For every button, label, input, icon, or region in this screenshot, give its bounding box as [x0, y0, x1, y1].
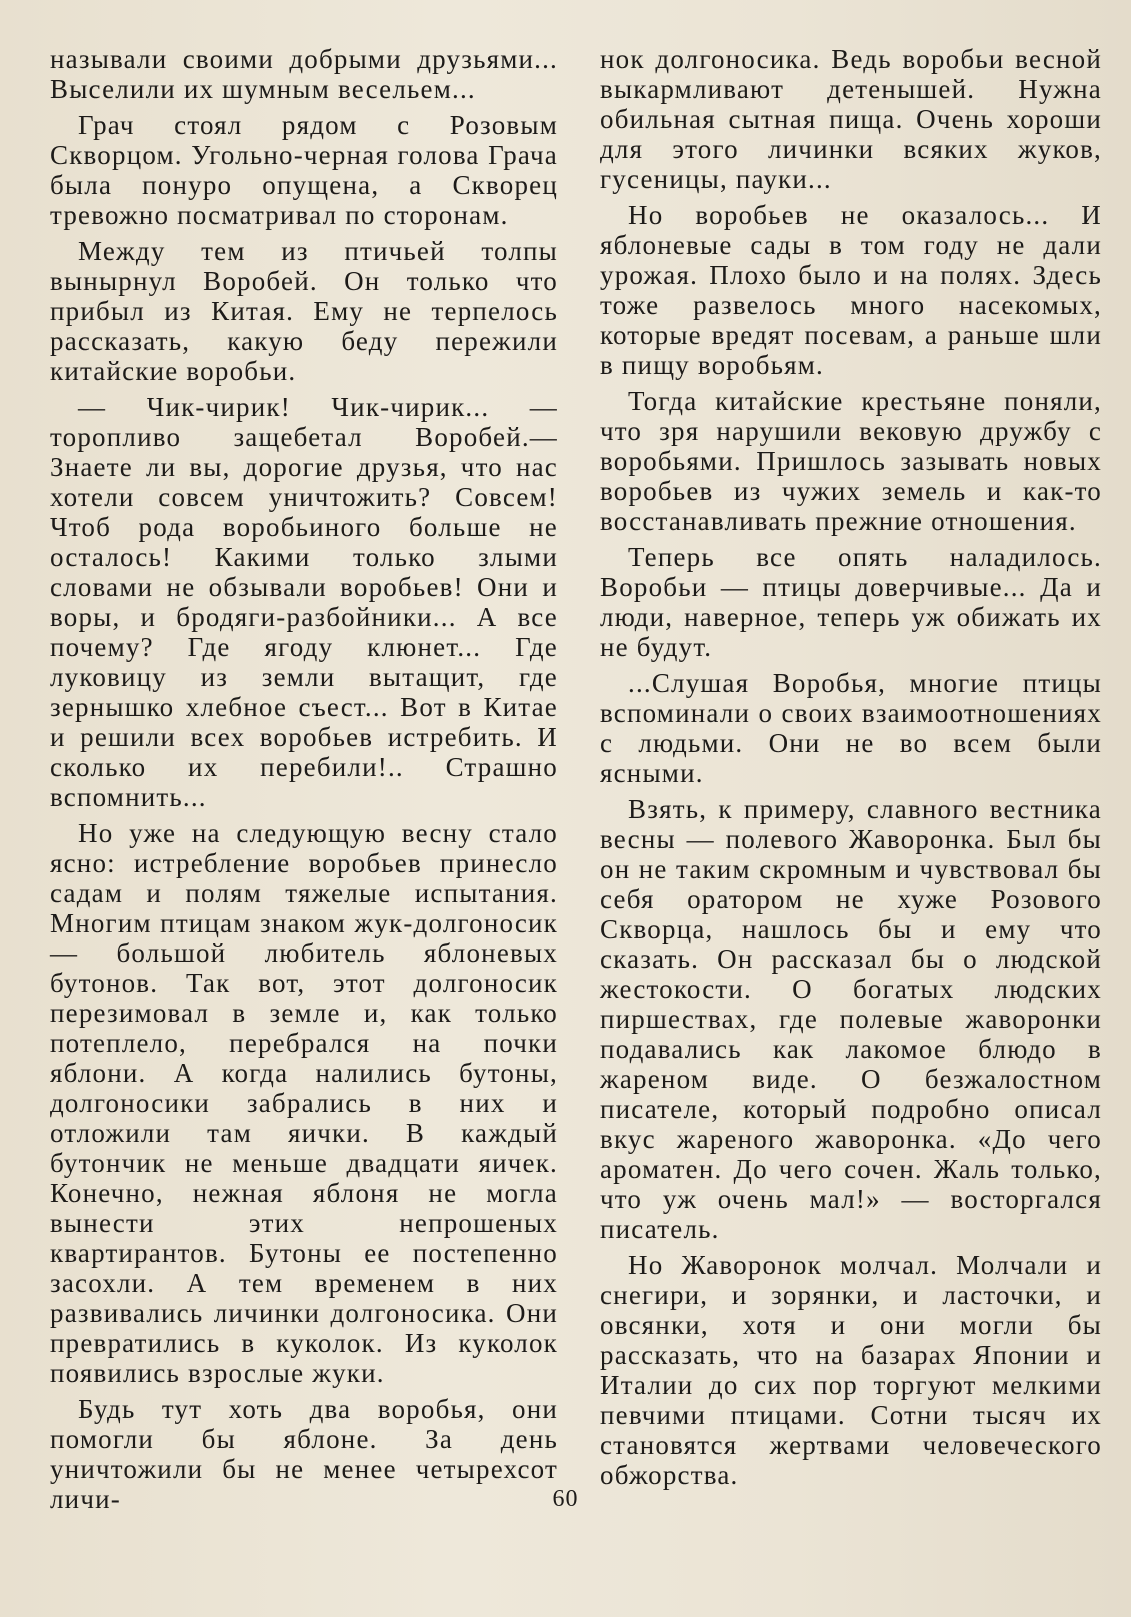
paragraph: называли своими добрыми друзьями... Выселили их шумным весельем... [50, 44, 558, 104]
paragraph: Будь тут хоть два воробья, они помогли бы яблоне. За день уничтожили бы не менее четырехсот личи- [50, 1394, 558, 1514]
paragraph: Но воробьев не оказалось... И яблоневые сады в том году не дали урожая. Плохо было и на полях. Здесь тоже развелось много насекомых, которые вредят посевам, а раньше шли в пищу воробьям. [600, 200, 1102, 380]
paragraph: ...Слушая Воробья, многие птицы вспоминали о своих взаимоотношениях с людьми. Они не во всем были ясными. [600, 668, 1102, 788]
paragraph: Взять, к примеру, славного вестника весны — полевого Жаворонка. Был бы он не таким скромным и чувствовал бы себя оратором не хуже Розового Скворца, нашлось бы и ему что сказать. Он рассказал бы о людской жестокости. О богатых людских пиршествах, где полевые жаворонки подавались как лакомое блюдо в жареном виде. О безжалостном писателе, который подробно описал вкус жареного жаворонка. «До чего ароматен. До чего сочен. Жаль только, что уж очень мал!» — восторгался писатель. [600, 794, 1102, 1244]
paragraph: нок долгоносика. Ведь воробьи весной выкармливают детенышей. Нужна обильная сытная пища. Очень хороши для этого личинки всяких жуков, гусеницы, пауки... [600, 44, 1102, 194]
paragraph: Теперь все опять наладилось. Воробьи — птицы доверчивые... Да и люди, наверное, теперь уж обижать их не будут. [600, 542, 1102, 662]
left-column [50, 44, 558, 1520]
page-number: 60 [552, 1486, 579, 1512]
paragraph: Между тем из птичьей толпы вынырнул Воробей. Он только что прибыл из Китая. Ему не терпелось рассказать, какую беду пережили китайские воробьи. [50, 236, 558, 386]
paragraph: Тогда китайские крестьяне поняли, что зря нарушили вековую дружбу с воробьями. Пришлось зазывать новых воробьев из чужих земель и как-то восстанавливать прежние отношения. [600, 386, 1102, 536]
paragraph: Но Жаворонок молчал. Молчали и снегири, и зорянки, и ласточки, и овсянки, хотя и они могли бы рассказать, что на базарах Японии и Италии до сих пор торгуют мелкими певчими птицами. Сотни тысяч их становятся жертвами человеческого обжорства. [600, 1250, 1102, 1490]
right-column [600, 44, 1102, 1496]
paragraph: Но уже на следующую весну стало ясно: истребление воробьев принесло садам и полям тяжелые испытания. Многим птицам знаком жук-долгоносик — большой любитель яблоневых бутонов. Так вот, этот долгоносик перезимовал в земле и, как только потеплело, перебрался на почки яблони. А когда налились бутоны, долгоносики забрались в них и отложили там яички. В каждый бутончик не меньше двадцати яичек. Конечно, нежная яблоня не могла вынести этих непрошеных квартирантов. Бутоны ее постепенно засохли. А тем временем в них развивались личинки долгоносика. Они превратились в куколок. Из куколок появились взрослые жуки. [50, 818, 558, 1388]
paragraph: — Чик-чирик! Чик-чирик... — торопливо защебетал Воробей.— Знаете ли вы, дорогие друзья, что нас хотели совсем уничтожить? Совсем! Чтоб рода воробьиного больше не осталось! Какими только злыми словами не обзывали воробьев! Они и воры, и бродяги-разбойники... А все почему? Где ягоду клюнет... Где луковицу из земли вытащит, где зернышко хлебное съест... Вот в Китае и решили всех воробьев истребить. И сколько их перебили!.. Страшно вспомнить... [50, 392, 558, 812]
paragraph: Грач стоял рядом с Розовым Скворцом. Угольно-черная голова Грача была понуро опущена, а Скворец тревожно посматривал по сторонам. [50, 110, 558, 230]
